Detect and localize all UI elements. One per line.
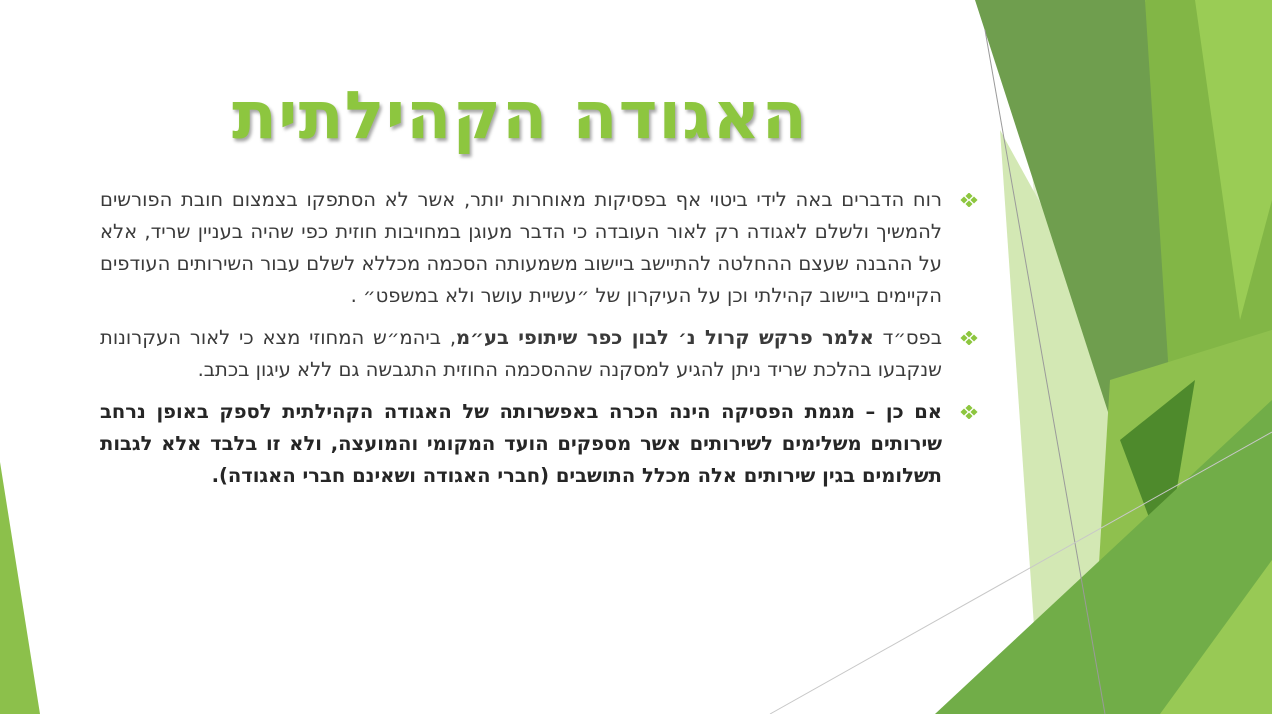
- four-diamond-icon: [960, 405, 978, 419]
- slide-title: האגודה הקהילתית: [232, 77, 808, 154]
- bullet-text-1: רוח הדברים באה לידי ביטוי אף בפסיקות מאוחרות יותר, אשר לא הסתפקו בצמצום חובת הפורשים להמשיך ולשלם לאגודה רק לאור העובדה כי הדבר מעוגן במחויבות חוזית כפי שהיה בעניין שריד, אלא על ההבנה שעצם ההחלטה להתיישב ביישוב משמעותה הסכמה מכללא לשלם עבור השירותים העודפים הקיימים ביישוב קהילתי וכן על העיקרון של ״עשיית עושר ולא במשפט״ .: [100, 188, 942, 307]
- bullet-text-2-prefix: בפס״ד: [873, 326, 942, 349]
- bullet-list: [100, 184, 990, 502]
- four-diamond-icon: [960, 331, 978, 345]
- bullet-item-2: [100, 322, 990, 386]
- bullet-item-1: [100, 184, 990, 312]
- four-diamond-icon: [960, 193, 978, 207]
- case-name: אלמר פרקש קרול נ׳ לבון כפר שיתופי בע״מ: [456, 326, 874, 349]
- left-green-shape: [0, 462, 40, 714]
- bullet-text-3: אם כן – מגמת הפסיקה הינה הכרה באפשרותה של האגודה הקהילתית לספק באופן נרחב שירותים משלימים לשירותים אשר מספקים הועד המקומי והמועצה, ולא זו בלבד אלא לגבות תשלומים בגין שירותים אלה מכלל התושבים (חברי האגודה ושאינם חברי האגודה).: [100, 400, 942, 487]
- bullet-item-3: [100, 396, 990, 492]
- bullet-text-2-suffix: , ביהמ״ש המחוזי מצא כי לאור העקרונות שנקבעו בהלכת שריד ניתן להגיע למסקנה שההסכמה החוזית התגבשה גם ללא עיגון בכתב.: [100, 326, 942, 381]
